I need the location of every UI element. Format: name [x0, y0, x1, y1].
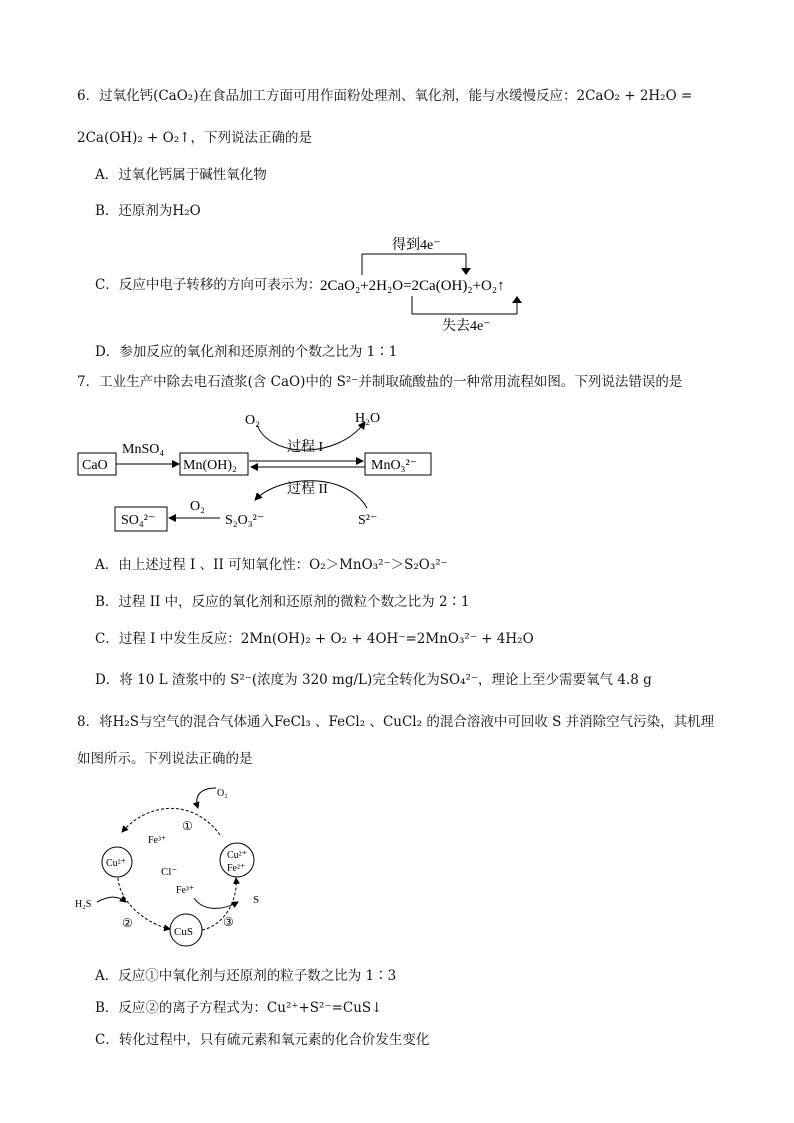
q7-s2minus: S²⁻ [358, 513, 378, 528]
q7-mnso4: MnSO₄ [122, 442, 165, 457]
q6-option-c-label: C．反应中电子转移的方向可表示为： [95, 277, 322, 293]
gain-electrons-label: 得到4e⁻ [392, 238, 441, 253]
q7-flow-diagram [75, 400, 435, 535]
q7-mno3: MnO₃²⁻ [371, 458, 418, 473]
q8-option-a: A．反应①中氧化剂与还原剂的粒子数之比为 1∶3 [95, 968, 397, 984]
q8-option-b: B．反应②的离子方程式为：Cu²⁺+S²⁻=CuS↓ [95, 1000, 383, 1016]
q8-s: S [253, 894, 260, 906]
q7-option-a: A．由上述过程 I 、II 可知氧化性：O₂＞MnO₃²⁻＞S₂O₃²⁻ [95, 557, 448, 573]
q8-h2s: H₂S [75, 899, 92, 910]
q7-o2-low: O₂ [190, 499, 205, 514]
q7-option-c: C．过程 I 中发生反应：2Mn(OH)₂ + O₂ + 4OH⁻=2MnO₃²⁻ + 4H₂O [95, 631, 534, 647]
q8-option-c: C．转化过程中，只有硫元素和氧元素的化合价发生变化 [95, 1032, 430, 1048]
q8-stem-line2: 如图所示。下列说法正确的是 [77, 751, 253, 767]
q6-stem-line1: 6．过氧化钙(CaO₂)在食品加工方面可用作面粉处理剂、氧化剂，能与水缓慢反应：2CaO₂ + 2H₂O = [77, 88, 693, 104]
q6-electron-transfer-diagram [320, 232, 540, 332]
q7-so4: SO₄²⁻ [121, 513, 156, 528]
lose-electrons-label: 失去4e⁻ [442, 319, 491, 332]
q6-option-a: A．过氧化钙属于碱性氧化物 [95, 167, 267, 183]
q7-stem: 7．工业生产中除去电石渣浆(含 CaO)中的 S²⁻并制取硫酸盐的一种常用流程如图。下列说法错误的是 [77, 374, 683, 390]
q8-fe2: Fe²⁺ [227, 863, 246, 874]
q8-cus: CuS [174, 926, 193, 938]
q7-mnoh2: Mn(OH)₂ [183, 458, 237, 473]
q6-equation: 2CaO₂+2H₂O=2Ca(OH)₂+O₂↑ [320, 278, 505, 294]
q7-o2-top: O₂ [245, 413, 260, 428]
q8-fe3-bottom: Fe³⁺ [176, 885, 195, 896]
q8-cycle-diagram [70, 780, 280, 950]
q8-stem-line1: 8．将H₂S与空气的混合气体通入FeCl₃ 、FeCl₂ 、CuCl₂ 的混合溶液中可回收 S 并消除空气污染，其机理 [77, 714, 715, 730]
q6-stem-line2: 2Ca(OH)₂ + O₂↑，下列说法正确的是 [77, 130, 312, 146]
q7-cao: CaO [82, 458, 108, 473]
q8-cu2-b: Cu²⁺ [227, 850, 247, 861]
q8-step-3: ③ [223, 915, 234, 929]
q7-h2o: H₂O [355, 411, 381, 426]
q7-option-b: B．过程 II 中，反应的氧化剂和还原剂的微粒个数之比为 2∶1 [95, 594, 470, 610]
q8-step-1: ① [182, 819, 193, 833]
q8-o2: O₂ [217, 788, 228, 799]
q8-cl: Cl⁻ [161, 866, 178, 878]
q7-s2o3: S₂O₃²⁻ [225, 513, 265, 528]
q8-step-2: ② [122, 916, 133, 930]
q6-option-b: B．还原剂为H₂O [95, 203, 201, 219]
q8-cu2: Cu²⁺ [106, 858, 126, 869]
q6-option-d: D．参加反应的氧化剂和还原剂的个数之比为 1∶1 [95, 344, 398, 360]
q7-process-1: 过程 I [287, 440, 324, 455]
q7-process-2: 过程 II [287, 482, 328, 497]
q7-option-d: D．将 10 L 渣浆中的 S²⁻(浓度为 320 mg/L)完全转化为SO₄²⁻，理论上至少需要氧气 4.8 g [95, 672, 652, 688]
q8-fe3-top: Fe³⁺ [148, 835, 167, 846]
